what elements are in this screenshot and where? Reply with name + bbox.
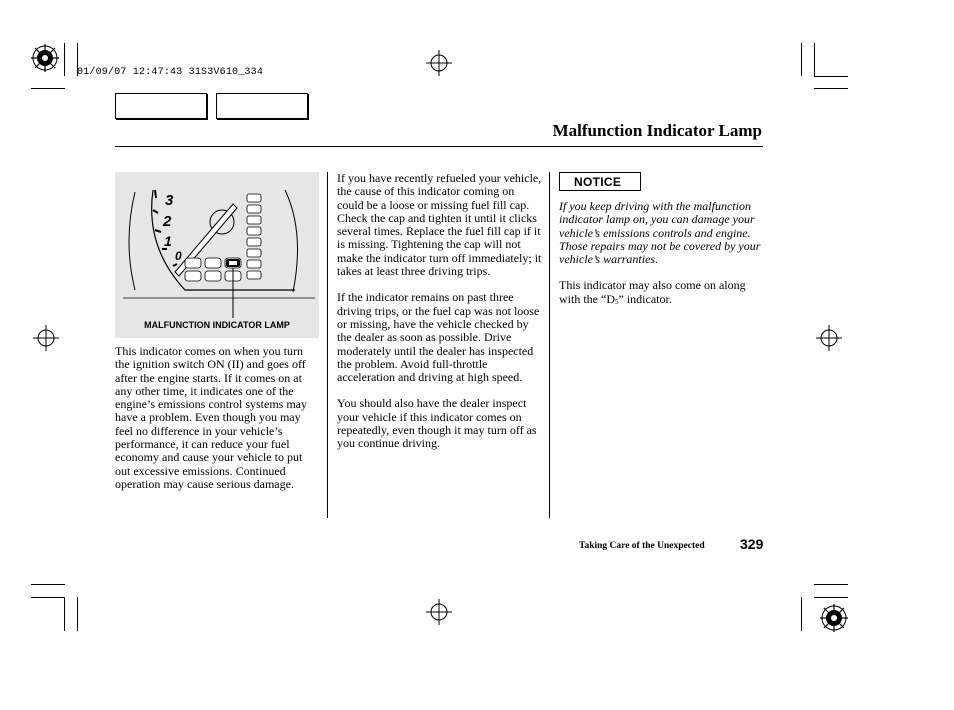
crosshair-icon bbox=[426, 599, 452, 625]
column-divider bbox=[549, 172, 550, 518]
header-tab-box bbox=[115, 93, 207, 119]
page-number: 329 bbox=[740, 536, 764, 552]
footer-section-label: Taking Care of the Unexpected bbox=[579, 541, 705, 551]
figure-caption: MALFUNCTION INDICATOR LAMP bbox=[144, 320, 290, 330]
d5-text-before: This indicator may also come on along with the “D bbox=[559, 278, 746, 306]
gauge-number: 0 bbox=[175, 249, 182, 263]
body-paragraph: If the indicator remains on past three driving trips, or the fuel cap was not loose or missing, have the vehicle checked by the dealer as soon as possible. Drive moderately until the dealer has inspected the problem. Avoid full-throttle acceleration and driving at high speed. bbox=[337, 290, 540, 385]
header-tab-box bbox=[216, 93, 308, 119]
d5-text-after: ” indicator. bbox=[618, 291, 672, 306]
section-title: Malfunction Indicator Lamp bbox=[552, 121, 762, 140]
d5-subscript: 5 bbox=[615, 297, 619, 306]
column-3 bbox=[559, 172, 764, 309]
crosshair-icon bbox=[816, 325, 842, 351]
body-paragraph: If you have recently refueled your vehicle, the cause of this indicator coming on could be a loose or missing fuel fill cap. Check the cap and tighten it until it clicks several times. Replace the fuel fill cap if it is missing. Tightening the cap will not make the indicator turn off immediately; it takes at least three driving trips. bbox=[337, 171, 542, 279]
column-1 bbox=[115, 345, 320, 491]
instrument-cluster-figure bbox=[115, 172, 319, 338]
crosshair-icon bbox=[33, 325, 59, 351]
body-paragraph: This indicator comes on when you turn the ignition switch ON (II) and goes off after the engine starts. If it comes on at any other time, it indicates one of the engine’s emissions control systems may have a problem. Even though you may feel no difference in your vehicle’s performance, it can reduce your fuel economy and cause your vehicle to put out excessive emissions. Continued operation may cause serious damage. bbox=[115, 344, 307, 491]
column-2 bbox=[337, 172, 542, 451]
body-paragraph bbox=[559, 279, 764, 309]
notice-text: If you keep driving with the malfunction indicator lamp on, you can damage your vehicle’s emissions controls and engine. Those repairs may not be covered by your vehicle’s warranties. bbox=[559, 199, 761, 267]
registration-target-icon bbox=[819, 603, 849, 633]
gauge-number: 3 bbox=[165, 192, 174, 209]
registration-target-icon bbox=[30, 43, 60, 73]
title-rule bbox=[115, 146, 763, 147]
column-divider bbox=[327, 172, 328, 518]
body-paragraph: You should also have the dealer inspect your vehicle if this indicator comes on repeatedly, even though it may turn off as you continue driving. bbox=[337, 396, 537, 451]
gauge-number: 1 bbox=[164, 233, 172, 249]
print-timestamp: 01/09/07 12:47:43 31S3V610_334 bbox=[77, 67, 264, 78]
crosshair-icon bbox=[426, 50, 452, 76]
notice-label: NOTICE bbox=[559, 172, 641, 191]
gauge-number: 2 bbox=[163, 213, 172, 230]
tachometer-illustration bbox=[115, 172, 319, 338]
